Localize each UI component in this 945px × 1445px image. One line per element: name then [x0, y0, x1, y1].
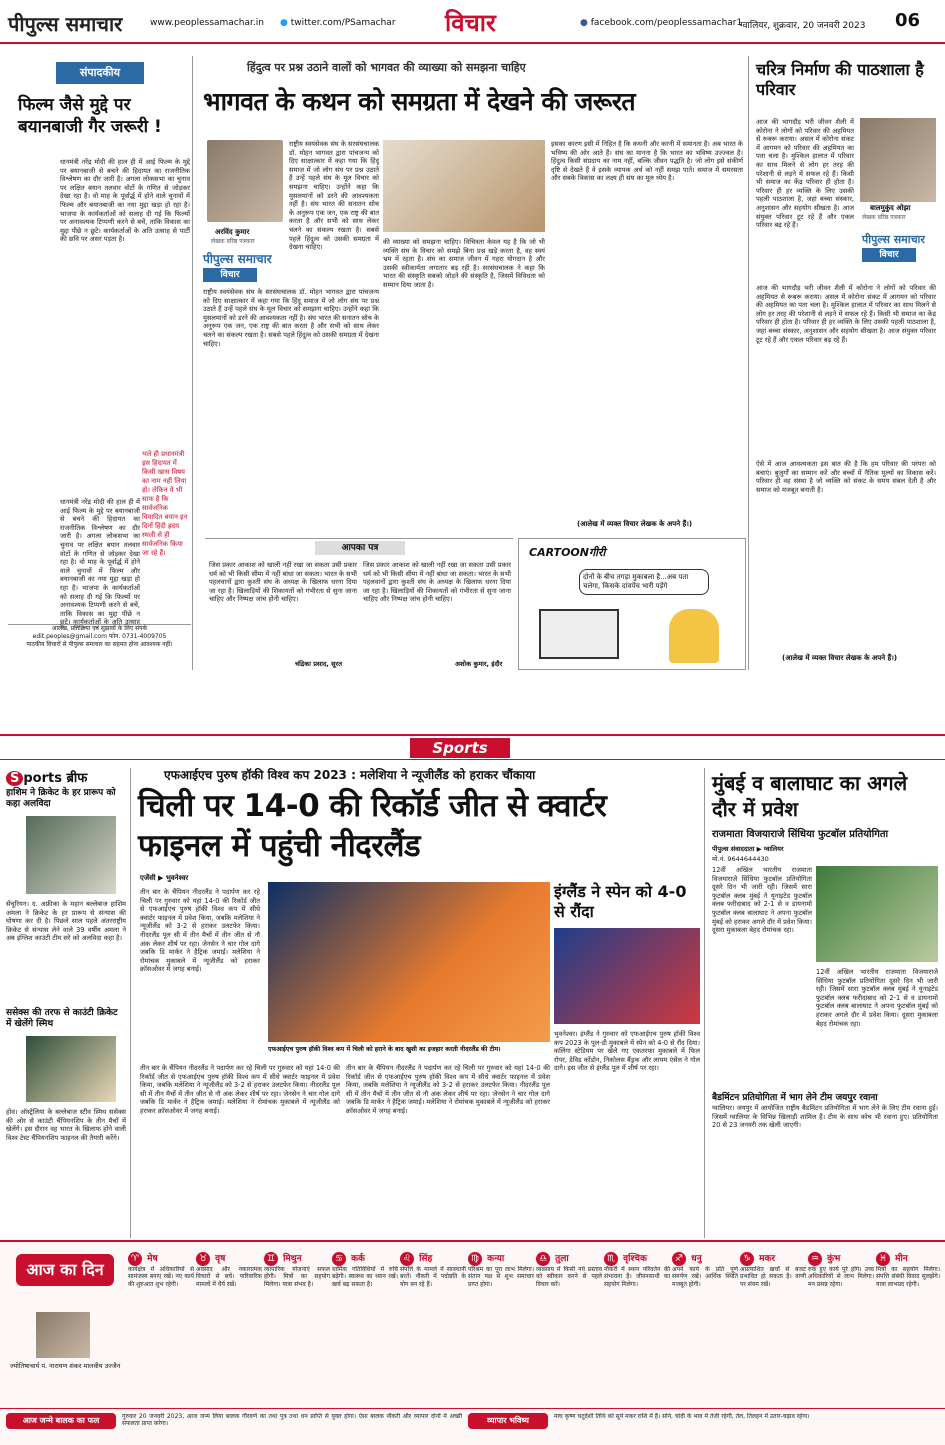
editorial-pullquote: भले ही प्रधानमंत्री इस हिदायत में किसी खास विषय का नाम नहीं लिया हो। लेकिन ये भी साफ है कि सार्वजनिक विवादित बयान इन दिनों हिंदी ह्रदय स्थली से ही सार्वजनिक किया जा रहे हैं।	[142, 450, 188, 557]
rashi-mithun	[264, 1246, 330, 1402]
sports-brief-s-icon: S	[6, 771, 23, 786]
main-headline: भागवत के कथन को समग्रता में देखने की जरूरत	[203, 87, 636, 116]
cartoon-tv-icon	[539, 609, 619, 659]
rashi-makar	[740, 1246, 806, 1402]
editorial-credits: आलेख, प्रतिक्रिया एवं सुझावों के लिए संपर्क	[51, 625, 148, 632]
brief1-headline: हाशिम ने क्रिकेट के हर प्रारूप को कहा अलविदा	[6, 788, 116, 809]
england-photo	[554, 928, 700, 1024]
rashi-meen-name: मीन	[895, 1254, 908, 1264]
rashi-kanya-name: कन्या	[487, 1254, 505, 1264]
smith-photo	[26, 1036, 116, 1102]
rashi-kark-text: धार्मिक गतिविधियों में रुचि बढ़ेगी। स्वास्थ्य का ध्यान रखें। खर्च बढ़ सकता है।	[332, 1266, 398, 1288]
author-photo	[207, 140, 283, 222]
rashi-singh	[400, 1246, 466, 1402]
editorial-contact	[8, 633, 191, 641]
football-photo	[816, 866, 938, 962]
rashi-vrishchik-name: वृश्चिक	[623, 1254, 647, 1264]
rashi-vrishchik-text: नौकरी में स्थान परिवर्तन की संभावना है। जीवनसाथी का सहयोग मिलेगा।	[604, 1266, 670, 1288]
cartoon-bubble: दोनों के बीच तगड़ा मुकाबला है...अब पता चलेगा, किसके दांवपेंच भारी पड़ेंगे	[579, 569, 709, 595]
hockey-team-photo	[268, 882, 550, 1042]
main-footer: (आलेख में व्यक्त विचार लेखक के अपने हैं।)	[577, 520, 693, 528]
rashi-singh-text: संपत्ति के मामले में सावधानी बरतें। नौकरी में पदोन्नति के योग बन रहे हैं।	[400, 1266, 466, 1288]
rashi-mithun-name: मिथुन	[283, 1254, 302, 1264]
rashi-meen	[876, 1246, 940, 1402]
rashi-grid	[128, 1246, 940, 1406]
rashi-singh-name: सिंह	[419, 1254, 433, 1264]
football-body-a: 12वीं अखिल भारतीय राजमाता विजयाराजे सिंधिया फुटबॉल प्रतियोगिता दूसरे दिन भी जारी रही। जिसमें सारा फुटबॉल क्लब मुंबई ने यूनाइटेड फुटबॉल क्लब फरीदाबाद को 2-1 से व डायनामो फुटबॉल क्लब बालाघाट ने अपना फुटबॉल मुंबई को हराकर अगले दौर में प्रवेश किया। दूसरा मुकाबला बेहद रोमांचक रहा।	[712, 866, 812, 935]
letters-body: जिस प्रकार आकाश को खाली नहीं रखा जा सकता उसी प्रकार धर्म को भी किसी सीमा में नहीं बांधा जा सकता। भारत के सभी पहलवानों द्वारा कुश्ती संघ के अध्यक्ष के खिलाफ धरना दिया जा रहा है। खिलाड़ियों की शिकायतों को गंभीरता से सुना जाना चाहिए और निष्पक्ष जांच होनी चाहिए।	[209, 561, 357, 604]
football-story	[708, 768, 940, 1240]
main-vichar-label: विचार	[220, 270, 240, 280]
main-body-1b: राष्ट्रीय स्वयंसेवक संघ के सरसंघचालक डॉ. मोहन भागवत द्वारा पांचजन्य को दिए साक्षात्कार में कहा गया कि हिंदू समाज में जो लोग संघ पर प्रश्न उठाते हैं उन्हें पहले संघ के मूल विचार को समझना चाहिए। उन्होंने कहा कि मुसलमानों को डरने की आवश्यकता नहीं है। संघ भारत की सनातन सोच के अनुरूप एक जन, एक राष्ट्र की बात करता है और सभी को साथ लेकर चलने का संकल्प रखता है। सबसे पहले हिंदुत्व को उसकी समग्रता में देखना चाहिए।	[203, 288, 379, 348]
rashi-mesh-icon: ♈	[128, 1252, 142, 1266]
dateline: ग्वालियर, शुक्रवार, 20 जनवरी 2023	[740, 21, 866, 31]
family-footer: (आलेख में व्यक्त विचार लेखक के अपने हैं।)	[782, 654, 898, 662]
main-article	[197, 56, 745, 534]
hockey-body-1: तीन बार के चैंपियन नीदरलैंड ने पदार्पण कर रहे चिली पर गुरुवार को यहां 14-0 की रिकॉर्ड जीत से एफआईएच पुरुष हॉकी विश्व कप में सीधे क्वार्टर फाइनल में प्रवेश किया, जबकि मलेशिया ने न्यूजीलैंड को 3-2 से हराकर उलटफेर किया। नीदरलैंड पूल सी में तीन मैचों में तीन जीत से नौ अंक लेकर शीर्ष पर रहा। जेनसेन ने चार गोल दागे जबकि डि मार्कर ने हैट्रिक जमाई। मलेशिया ने रोमांचक मुकाबले में न्यूजीलैंड को हराकर क्रॉसओवर में जगह बनाई।	[140, 888, 260, 974]
twitter-icon: ●	[280, 18, 288, 28]
rashi-tula-text: व्यवसाय में किसी नये प्रस्ताव को स्वीकार करने से पहले विचार करें।	[536, 1266, 602, 1288]
hockey-body-3: तीन बार के चैंपियन नीदरलैंड ने पदार्पण कर रहे चिली पर गुरुवार को यहां 14-0 की रिकॉर्ड जीत से एफआईएच पुरुष हॉकी विश्व कप में सीधे क्वार्टर फाइनल में प्रवेश किया, जबकि मलेशिया ने न्यूजीलैंड को 3-2 से हराकर उलटफेर किया। नीदरलैंड पूल सी में तीन मैचों में तीन जीत से नौ अंक लेकर शीर्ष पर रहा। जेनसेन ने चार गोल दागे जबकि डि मार्कर ने हैट्रिक जमाई। मलेशिया ने रोमांचक मुकाबले में न्यूजीलैंड को हराकर क्रॉसओवर में जगह बनाई।	[346, 1064, 550, 1115]
main-kicker: हिंदुत्व पर प्रश्न उठाने वालों को भागवत की व्याख्या को समझना चाहिए	[247, 61, 526, 74]
rashi-meen-icon: ♓	[876, 1252, 890, 1266]
rashi-mithun-icon: ♊	[264, 1252, 278, 1266]
brief2-body: होव। ऑस्ट्रेलिया के बल्लेबाज स्टीव स्मिथ ससेक्स की ओर से काउंटी चैंपियनशिप के तीन मैचों में खेलेंगे। इस दौरान वह भारत के खिलाफ होने वाली विश्व टेस्ट चैंपियनशिप फाइनल की तैयारी करेंगे।	[6, 1108, 126, 1142]
facebook-handle: facebook.com/peoplessamachar1	[590, 18, 743, 28]
today-title: आज का दिन	[16, 1254, 114, 1286]
football-headline: मुंबई व बालाघाट का अगले दौर में प्रवेश	[712, 771, 908, 821]
editorial-tag	[56, 62, 144, 84]
editorial-body-cont: धानमंत्री नरेंद्र मोदी की हाल ही में आई फिल्म के मुद्दे पर बयानबाजी से बचने की हिदायत का राजनीतिक विश्लेषण का दौर जारी है। अगला लोकसभा का चुनाव पर लक्षित बयान तलवार वोटों के गणित से जोड़कर देखा रहा है। वो माह के पूर्वार्द्ध में होने वाले चुनावों में फिल्म और बयानबाजी का नया मुद्दा खड़ा हो रहा है। भाजपा के कार्यकर्ताओं को सलाह दी गई कि फिल्मों पर अनावश्यक टिप्पणी करने से बचें, ताकि विकास का मुद्दा पीछे न छूटे। कार्यकर्ताओं के अति उत्साह	[60, 498, 140, 627]
letters-body-2: जिस प्रकार आकाश को खाली नहीं रखा जा सकता उसी प्रकार धर्म को भी किसी सीमा में नहीं बांधा जा सकता। भारत के सभी पहलवानों द्वारा कुश्ती संघ के अध्यक्ष के खिलाफ धरना दिया जा रहा है। खिलाड़ियों की शिकायतों को गंभीरता से सुना जाना चाहिए और निष्पक्ष जांच होनी चाहिए।	[363, 561, 511, 604]
rashi-vrish-name: वृष	[215, 1254, 226, 1264]
rashi-vrishchik	[604, 1246, 670, 1402]
rashi-tula	[536, 1246, 602, 1402]
family-logo: पीपुल्स समाचार	[862, 233, 925, 246]
family-body-a: आज की भागदौड़ भरी जीवन शैली में कोरोना ने लोगों को परिवार की अहमियत से रूबरू कराया। असल में कोरोना संकट में आगमन को परिवार की अहमियत का पता चला है। मुश्किल हालात में परिवार का साथ मिलने से लोग हर तरह की परेशानी से लड़ने में सफल रहे हैं। किसी भी समाज का केंद्र परिवार ही होता है। परिवार ही हर व्यक्ति के लिए उसकी पहली पाठशाला है, जहां बच्चा संस्कार, अनुशासन और सहयोग सीखता है। आज संयुक्त परिवार टूट रहे हैं और एकल परिवार बढ़ रहे हैं।	[756, 118, 854, 230]
rashi-mithun-text: व्यापारिक योजनाएं सफल होंगी। मित्रों का सहयोग मिलेगा। यात्रा संभव है।	[264, 1266, 330, 1288]
rashi-kumbh-name: कुंभ	[827, 1254, 841, 1264]
rashi-vrishchik-icon: ♏	[604, 1252, 618, 1266]
hockey-body-2: तीन बार के चैंपियन नीदरलैंड ने पदार्पण कर रहे चिली पर गुरुवार को यहां 14-0 की रिकॉर्ड जीत से एफआईएच पुरुष हॉकी विश्व कप में सीधे क्वार्टर फाइनल में प्रवेश किया, जबकि मलेशिया ने न्यूजीलैंड को 3-2 से हराकर उलटफेर किया। नीदरलैंड पूल सी में तीन मैचों में तीन जीत से नौ अंक लेकर शीर्ष पर रहा। जेनसेन ने चार गोल दागे जबकि डि मार्कर ने हैट्रिक जमाई। मलेशिया ने रोमांचक मुकाबले में न्यूजीलैंड को हराकर क्रॉसओवर में जगह बनाई।	[140, 1064, 340, 1115]
rashi-makar-icon: ♑	[740, 1252, 754, 1266]
cartoon-figure-icon	[669, 609, 719, 663]
business-text: माघ कृष्ण चतुर्दशी तिथि को सूर्य मकर राशि में हैं। सोने, चांदी के भाव में तेजी रहेगी, तेल, तिलहन में उतार-चढ़ाव रहेगा।	[554, 1413, 810, 1420]
rashi-kanya-icon: ♍	[468, 1252, 482, 1266]
football-byline: पीपुल्स संवाददाता ▶ ग्वालियर	[712, 845, 784, 853]
letters-section	[205, 538, 513, 670]
family-author-name: बालमुकुंद ओझा	[870, 204, 911, 212]
family-body-b: आज की भागदौड़ भरी जीवन शैली में कोरोना ने लोगों को परिवार की अहमियत से रूबरू कराया। असल में कोरोना संकट में आगमन को परिवार की अहमियत का पता चला है। मुश्किल हालात में परिवार का साथ मिलने से लोग हर तरह की परेशानी से लड़ने में सफल रहे हैं। किसी भी समाज का केंद्र परिवार ही होता है। परिवार ही हर व्यक्ति के लिए उसकी पहली पाठशाला है, जहां बच्चा संस्कार, अनुशासन और सहयोग सीखता है। आज संयुक्त परिवार टूट रहे हैं और एकल परिवार बढ़ रहे हैं।	[756, 284, 936, 344]
column-divider	[192, 56, 193, 670]
editorial-disclaimer: पाठकीय विचारों से पीपुल्स समाचार का सहमत होना आवश्यक नहीं।	[26, 641, 173, 648]
horoscope-band	[0, 1240, 945, 1445]
editorial-section	[8, 58, 191, 670]
hockey-headline: चिली पर 14-0 की रिकॉर्ड जीत से क्वार्टर फाइनल में पहुंची नीदरलैंड	[138, 788, 607, 864]
sports-brief-tag-label: ports ब्रीफ	[23, 771, 88, 786]
masthead	[0, 0, 945, 44]
twitter-link[interactable]	[280, 18, 396, 28]
family-vichar-tag	[862, 248, 916, 262]
editorial-phone: फोन. 0731-4009705	[108, 633, 167, 640]
masthead-logo: पीपुल्स समाचार	[8, 12, 123, 36]
family-author-photo	[860, 118, 936, 202]
main-body-2: की व्याख्या को समझना चाहिए। विचित्रता केवल यह है कि जो भी व्यक्ति संघ के विचार को समझे बिना प्रश्न खड़े करता है, वह स्वयं भ्रम में रहता है। संघ का समाज जीवन में गहरा योगदान है और उसकी स्वीकार्यता लगातार बढ़ रही है। सरसंघचालक ने कहा कि भारत की संस्कृति सबको जोड़ने की संस्कृति है, जिसमें विविधता को सम्मान दिया जाता है।	[383, 238, 545, 289]
rashi-dhanu-name: धनु	[691, 1254, 702, 1264]
rashi-dhanu-icon: ♐	[672, 1252, 686, 1266]
england-headline: इंग्लैंड ने स्पेन को 4-0 से रौंदा	[554, 882, 687, 921]
family-headline: चरित्र निर्माण की पाठशाला है परिवार	[756, 60, 924, 99]
bhagwat-photo	[383, 140, 545, 232]
rashi-singh-icon: ♌	[400, 1252, 414, 1266]
family-vichar-label: विचार	[879, 250, 899, 260]
rashi-makar-name: मकर	[759, 1254, 776, 1264]
cartoon-section	[518, 538, 746, 670]
born-today-tag: आज जन्मे बालक का फल	[6, 1413, 116, 1429]
rashi-mesh	[128, 1246, 194, 1402]
main-body-3: इसका कारण इसी में निहित है कि कथनी और करनी में समानता है। अब भारत के भविष्य की ओर आते हैं। संघ का मानना है कि भारत का भविष्य उज्ज्वल है। हिंदुत्व किसी संप्रदाय का नाम नहीं, बल्कि जीवन पद्धति है। जो लोग इसे संकीर्ण दृष्टि से देखते हैं वे इसके व्यापक अर्थ को नहीं समझ पाते। समाज में समरसता और सबके विकास का लक्ष्य ही संघ का मूल ध्येय है।	[551, 140, 743, 183]
facebook-icon: ●	[580, 18, 588, 28]
website-link[interactable]: www.peoplessamachar.in	[150, 18, 264, 28]
column-divider	[130, 768, 131, 1238]
badminton-body: ग्वालियर। जयपुर में आयोजित राष्ट्रीय बैडमिंटन प्रतियोगिता में भाग लेने के लिए टीम रवाना हुई। जिसमें ग्वालियर के विभिन्न खिलाड़ी शामिल हैं। टीम के साथ कोच भी रवाना हुए। प्रतियोगिता 20 से 23 जनवरी तक खेली जाएगी।	[712, 1104, 938, 1130]
letter-sign-1: चंद्रिका प्रसाद, सूरत	[295, 660, 342, 668]
rashi-meen-text: मित्रों का सहयोग मिलेगा। संपत्ति संबंधी विवाद सुलझेंगे। यात्रा लाभप्रद रहेगी।	[876, 1266, 940, 1288]
rashi-dhanu-text: अपने कार्य के प्रति पूर्ण समर्पण रखें। आर्थिक स्थिति मजबूत होगी।	[672, 1266, 738, 1288]
rashi-vrish-icon: ♉	[196, 1252, 210, 1266]
rashi-kark-icon: ♋	[332, 1252, 346, 1266]
letters-tag-label: आपका पत्र	[341, 543, 379, 553]
letter-sign-2: अशोक कुमार, इंदौर	[455, 660, 503, 668]
astrologer-name: ज्योतिषाचार्य पं. नारायण शंकर मालवीय उज्जैन	[9, 1362, 121, 1370]
editorial-headline: फिल्म जैसे मुद्दे पर बयानबाजी गैर जरूरी !	[18, 95, 162, 137]
today-box	[6, 1250, 124, 1400]
rashi-kanya	[468, 1246, 534, 1402]
author-name: अरविंद कुमार	[215, 228, 250, 236]
editorial-footer	[8, 624, 191, 668]
rashi-makar-text: अप्रत्याशित खर्चों से बजट प्रभावित हो सकता है। वाणी पर संयम रखें।	[740, 1266, 806, 1288]
england-body: भुवनेश्वर। इंग्लैंड ने गुरुवार को एफआईएच पुरुष हॉकी विश्व कप 2023 के पूल-डी मुकाबले में स्पेन को 4-0 से रौंद दिया। कलिंगा स्टेडियम पर खेले गए एकतरफा मुकाबले में फिल रोपर, डेविड कोंडोन, निकोलस बैंड्रक और लायम एंसेल ने गोल दागे। इस जीत से इंग्लैंड पूल में शीर्ष पर रहा।	[554, 1030, 700, 1073]
horoscope-footer	[0, 1408, 945, 1444]
page-number: 06	[895, 10, 921, 31]
football-subhead: राजमाता विजयाराजे सिंधिया फुटबॉल प्रतियोगिता	[712, 829, 889, 840]
rashi-kark-name: कर्क	[351, 1254, 365, 1264]
editorial-tag-label: संपादकीय	[79, 66, 121, 79]
hockey-byline: एजेंसी ▶ भुवनेश्वर	[140, 874, 189, 882]
family-article	[752, 56, 940, 670]
rashi-kumbh	[808, 1246, 874, 1402]
football-mobile: मो.नं. 9644644430	[712, 855, 769, 863]
column-divider	[748, 56, 749, 670]
column-divider	[704, 768, 705, 1238]
astrologer-photo	[36, 1312, 90, 1358]
rashi-tula-name: तुला	[555, 1254, 569, 1264]
brief1-body: सेंचूरियन। द. अफ्रीका के महान बल्लेबाज हाशिम अमला ने क्रिकेट के हर प्रारूप से संन्यास की घोषणा कर दी है। पिछले साल पहले अंतरराष्ट्रीय क्रिकेट से संन्यास लेने वाले 39 वर्षीय अमला ने अब इंग्लिश काउंटी टीम सरे को अलविदा कहा है।	[6, 900, 126, 943]
football-body-b: 12वीं अखिल भारतीय राजमाता विजयाराजे सिंधिया फुटबॉल प्रतियोगिता दूसरे दिन भी जारी रही। जिसमें सारा फुटबॉल क्लब मुंबई ने यूनाइटेड फुटबॉल क्लब फरीदाबाद को 2-1 से व डायनामो फुटबॉल क्लब बालाघाट ने अपना फुटबॉल मुंबई को हराकर अगले दौर में प्रवेश किया। दूसरा मुकाबला बेहद रोमांचक रहा।	[816, 968, 938, 1028]
twitter-handle: twitter.com/PSamachar	[290, 18, 396, 28]
hockey-photo-caption: एफआईएच पुरुष हॉकी विश्व कप में चिली को हराने के बाद खुशी का इजहार करती नीदरलैंड की टीम।	[268, 1046, 501, 1053]
rashi-dhanu	[672, 1246, 738, 1402]
brief2-headline: ससेक्स की तरफ से काउंटी क्रिकेट में खेलेंगे स्मिथ	[6, 1008, 118, 1029]
born-today-text: गुरुवार 20 जनवरी 2023, आज जन्म लिया बालक गौरवर्ण का तथा पुत्र तथा धन प्राप्ति से युक्त होगा। ऐसा बालक नौकरी और व्यापार दोनों में अच्छी सफलता प्राप्त करेगा।	[122, 1413, 462, 1428]
rashi-kumbh-icon: ♒	[808, 1252, 822, 1266]
facebook-link[interactable]	[580, 18, 742, 28]
rashi-vrish-text: अवसाद और नकारात्मक विचारों से बचें। पारिवारिक मामलों में धैर्य रखें।	[196, 1266, 262, 1288]
business-tag: व्यापार भविष्य	[468, 1413, 548, 1429]
editorial-body: धानमंत्री नरेंद्र मोदी की हाल ही में आई फिल्म के मुद्दे पर बयानबाजी से बचने की हिदायत का राजनीतिक विश्लेषण का दौर जारी है। अगला लोकसभा का चुनाव पर लक्षित बयान तलवार वोटों के गणित से जोड़कर देखा रहा है। वो माह के पूर्वार्द्ध में होने वाले चुनावों में फिल्म और बयानबाजी का नया मुद्दा खड़ा हो रहा है। भाजपा के कार्यकर्ताओं को सलाह दी गई कि फिल्मों पर अनावश्यक टिप्पणी करने से बचें, ताकि विकास का मुद्दा पीछे न छूटे। कार्यकर्ताओं के अति उत्साह से पार्टी की छवि पर असर पड़ता है।	[60, 158, 190, 244]
hockey-kicker: एफआईएच पुरुष हॉकी विश्व कप 2023 : मलेशिया ने न्यूजीलैंड को हराकर चौंकाया	[164, 768, 536, 782]
rashi-tula-icon: ♎	[536, 1252, 550, 1266]
main-vichar-tag	[203, 268, 257, 282]
cartoon-title: CARTOONगीरी	[529, 546, 606, 559]
rashi-vrish	[196, 1246, 262, 1402]
rashi-kanya-text: परिश्रम का पूरा लाभ मिलेगा। संतान पक्ष से शुभ समाचार प्राप्त होगा।	[468, 1266, 534, 1288]
letters-tag	[315, 541, 405, 555]
author-role: लेखक वरिष्ठ पत्रकार	[211, 238, 255, 245]
sports-section-title: Sports	[410, 738, 510, 758]
rashi-kumbh-text: रुके हुए कार्य पूरे होंगे। उच्च अधिकारियों से लाभ मिलेगा। मन प्रसन्न रहेगा।	[808, 1266, 874, 1288]
hockey-story	[134, 764, 702, 1239]
badminton-headline: बैडमिंटन प्रतियोगिता में भाग लेने टीम जयपुर रवाना	[712, 1093, 878, 1103]
family-author-role: लेखक वरिष्ठ पत्रकार	[862, 214, 906, 221]
main-logo: पीपुल्स समाचार	[203, 252, 272, 266]
sports-banner	[0, 734, 945, 760]
sports-brief-tag	[6, 768, 87, 786]
rashi-mesh-text: कार्यक्षेत्र में अधिकारियों से सामंजस्य बनाए रखें। नए कार्य की शुरुआत शुभ रहेगी।	[128, 1266, 194, 1288]
section-title: विचार	[445, 9, 496, 37]
rashi-mesh-name: मेष	[147, 1254, 158, 1264]
amla-photo	[26, 816, 116, 894]
family-body-c: ऐसे में आज आवश्यकता इस बात की है कि हम परिवार की परंपरा को बचाएं। बुजुर्गों का सम्मान करें और बच्चों में नैतिक मूल्यों का विकास करें। परिवार ही वह संस्था है जो व्यक्ति को संकट के समय संबल देती है और समाज को मजबूत बनाती है।	[756, 460, 936, 494]
main-body-1: राष्ट्रीय स्वयंसेवक संघ के सरसंघचालक डॉ. मोहन भागवत द्वारा पांचजन्य को दिए साक्षात्कार में कहा गया कि हिंदू समाज में जो लोग संघ पर प्रश्न उठाते हैं उन्हें पहले संघ के मूल विचार को समझना चाहिए। उन्होंने कहा कि मुसलमानों को डरने की आवश्यकता नहीं है। संघ भारत की सनातन सोच के अनुरूप एक जन, एक राष्ट्र की बात करता है और सभी को साथ लेकर चलने का संकल्प रखता है। सबसे पहले हिंदुत्व को उसकी समग्रता में देखना चाहिए।	[289, 140, 379, 252]
rashi-kark	[332, 1246, 398, 1402]
editorial-email[interactable]: edit.peoples@gmail.com	[32, 633, 107, 640]
